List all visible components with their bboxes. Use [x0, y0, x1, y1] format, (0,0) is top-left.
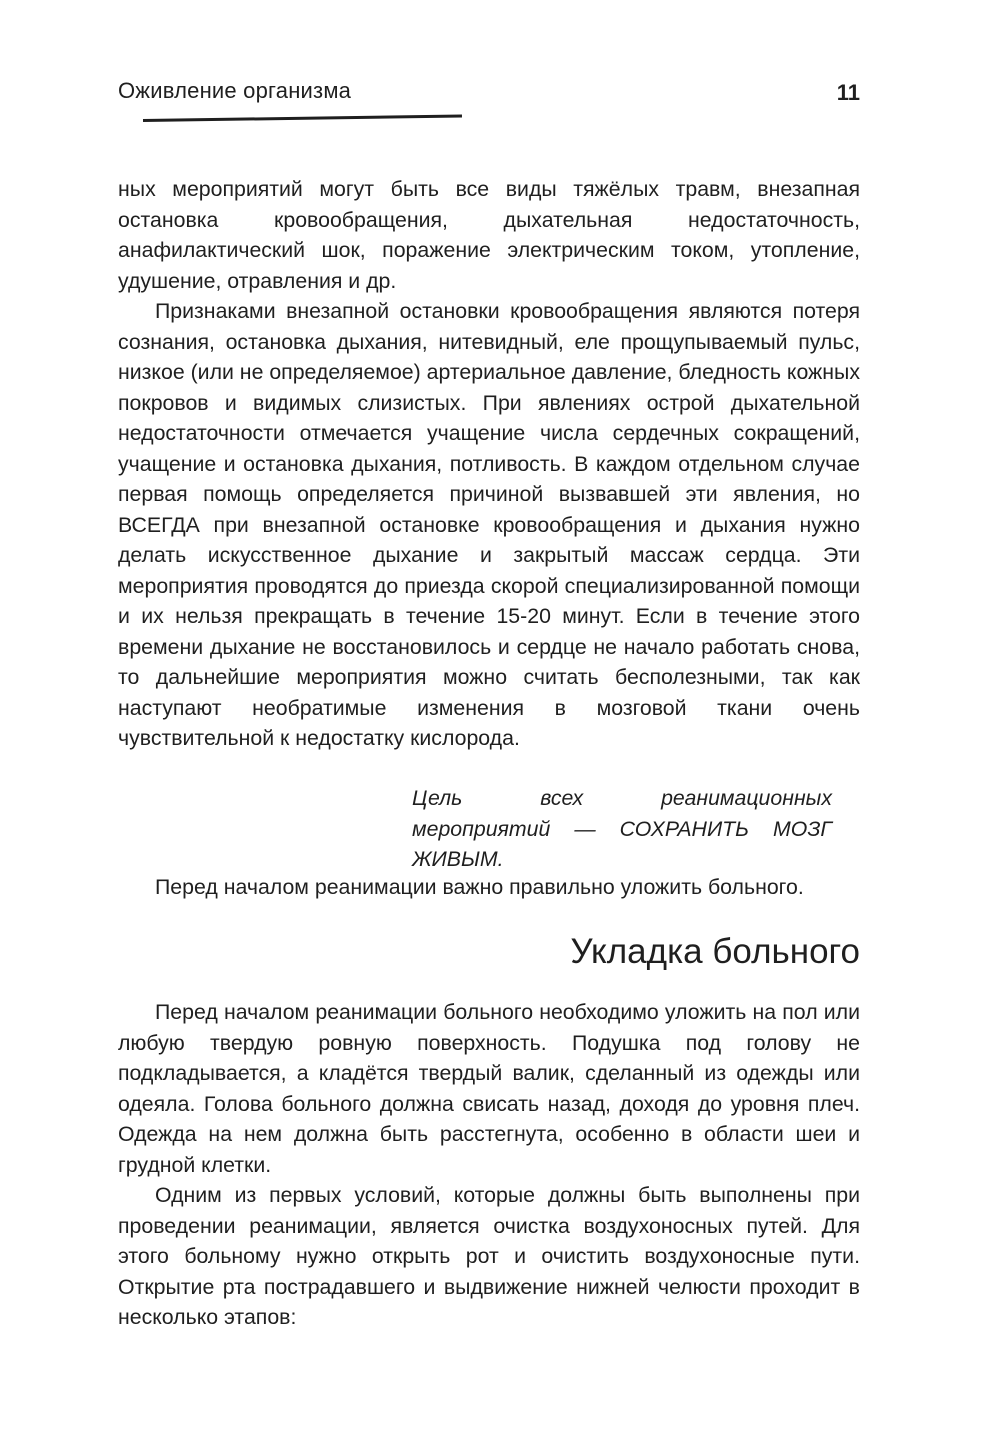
paragraph-continuation: ных мероприятий могут быть все виды тяжёлых травм, внезапная остановка кровообращения, дыхательная недостаточность, анафилактический шок, поражение электрическим током, утопление, удушение, отравления и др.: [118, 177, 860, 293]
epigraph-quote: Цель всех реанимационных мероприятий — СОХРАНИТЬ МОЗГ ЖИВЫМ.: [412, 786, 832, 871]
section-title: Укладка больного: [570, 932, 860, 971]
body-text-middle: [118, 872, 860, 903]
paragraph-placement: Перед началом реанимации больного необходимо уложить на пол или любую твердую ровную поверхность. Подушка под голову не подкладывается, а кладётся твердый валик, сделанный из одежды или одеяла. Голова больного должна свисать назад, доходя до уровня плеч. Одежда на нем должна быть расстегнута, особенно в области шеи и грудной клетки.: [118, 1000, 860, 1177]
page-number: 11: [836, 80, 860, 105]
body-text-section: [118, 997, 860, 1333]
paragraph-airway: Одним из первых условий, которые должны быть выполнены при проведении реанимации, является очистка воздухоносных путей. Для этого больному нужно открыть рот и очистить воздухоносные пути. Открытие рта пострадавшего и выдвижение нижней челюсти проходит в несколько этапов:: [118, 1183, 860, 1329]
paragraph-signs: Признаками внезапной остановки кровообращения являются потеря сознания, остановка дыхания, нитевидный, еле прощупываемый пульс, низкое (или не определяемое) артериальное давление, бледность кожных покровов и видимых слизистых. При явлениях острой дыхательной недостаточности отмечается учащение числа сердечных сокращений, учащение и остановка дыхания, потливость. В каждом отдельном случае первая помощь определяется причиной вызвавшей эти явления, но ВСЕГДА при внезапной остановке кровообращения и дыхания нужно делать искусственное дыхание и закрытый массаж сердца. Эти мероприятия проводятся до приезда скорой специализированной помощи и их нельзя прекращать в течение 15-20 минут. Если в течение этого времени дыхание не восстановилось и сердце не начало работать снова, то дальнейшие мероприятия можно считать бесполезными, так как наступают необратимые изменения в мозговой ткани очень чувствительной к недостатку кислорода.: [118, 299, 861, 750]
running-title: Оживление организма: [118, 78, 352, 103]
header-rule: [143, 115, 462, 122]
paragraph-before-section: Перед началом реанимации важно правильно уложить больного.: [155, 875, 804, 899]
body-text-top: [118, 174, 860, 754]
